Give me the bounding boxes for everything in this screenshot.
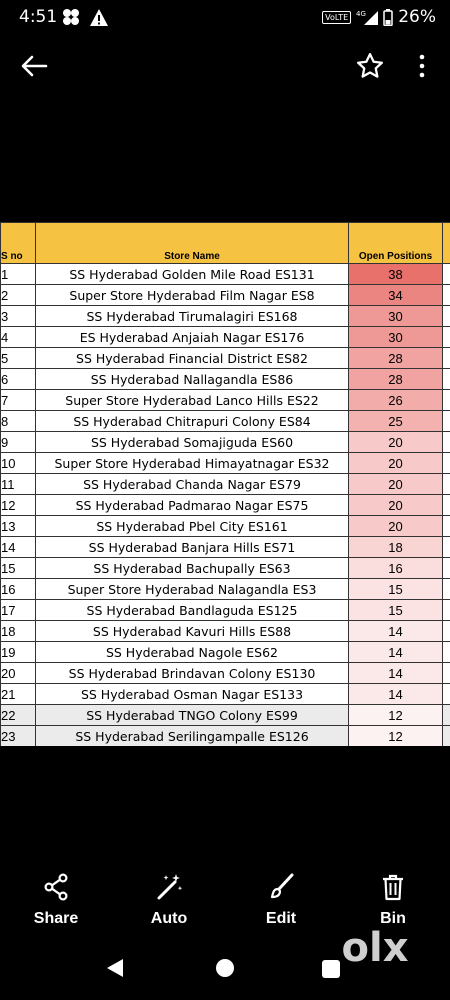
table-row [1,432,450,453]
header-store-name: Store Name [36,223,349,264]
auto-button[interactable] [124,872,214,928]
edit-button[interactable] [236,872,326,928]
cell-open-positions: 20 [349,453,443,474]
cell-store-name: SS Hyderabad Kavuri Hills ES88 [36,621,349,642]
cell-open-positions: 14 [349,642,443,663]
cell-extra [443,369,450,390]
table-row [1,369,450,390]
warning-icon [90,9,108,26]
cell-sno: 5 [1,348,36,369]
cell-store-name: SS Hyderabad Tirumalagiri ES168 [36,306,349,327]
cell-store-name: SS Hyderabad Brindavan Colony ES130 [36,663,349,684]
status-time: 4:51 [19,7,58,27]
spreadsheet-image [0,222,450,746]
volte-badge: VoLTE [322,11,351,24]
cell-extra [443,495,450,516]
nav-recents-icon[interactable] [322,960,340,978]
cell-sno: 19 [1,642,36,663]
cell-sno: 11 [1,474,36,495]
share-button[interactable] [11,872,101,928]
cell-store-name: SS Hyderabad TNGO Colony ES99 [36,705,349,726]
cell-store-name: SS Hyderabad Somajiguda ES60 [36,432,349,453]
cell-sno: 21 [1,684,36,705]
cell-sno: 1 [1,264,36,285]
cell-extra [443,348,450,369]
cell-extra [443,285,450,306]
cell-extra [443,579,450,600]
navigation-bar [0,950,450,990]
cell-store-name: SS Hyderabad Nagole ES62 [36,642,349,663]
cell-store-name: SS Hyderabad Pbel City ES161 [36,516,349,537]
share-icon [41,872,71,902]
cell-open-positions: 14 [349,684,443,705]
table-body [1,264,450,747]
network-gen: 4G [356,10,367,18]
cell-sno: 14 [1,537,36,558]
cell-sno: 12 [1,495,36,516]
table-row [1,390,450,411]
cell-store-name: SS Hyderabad Banjara Hills ES71 [36,537,349,558]
header-extra [443,223,450,264]
table-row [1,411,450,432]
cell-extra [443,264,450,285]
cell-store-name: SS Hyderabad Chitrapuri Colony ES84 [36,411,349,432]
cell-store-name: Super Store Hyderabad Lanco Hills ES22 [36,390,349,411]
cell-extra [443,516,450,537]
cell-open-positions: 12 [349,726,443,747]
auto-label: Auto [150,910,188,927]
cell-extra [443,705,450,726]
cell-open-positions: 14 [349,621,443,642]
cell-store-name: SS Hyderabad Bachupally ES63 [36,558,349,579]
cell-store-name: SS Hyderabad Osman Nagar ES133 [36,684,349,705]
cell-open-positions: 20 [349,474,443,495]
cell-open-positions: 18 [349,537,443,558]
battery-icon [383,9,393,26]
table-row [1,726,450,747]
cell-store-name: SS Hyderabad Nallagandla ES86 [36,369,349,390]
cell-store-name: SS Hyderabad Chanda Nagar ES79 [36,474,349,495]
cell-open-positions: 28 [349,348,443,369]
table-row [1,663,450,684]
cell-sno: 2 [1,285,36,306]
cell-store-name: SS Hyderabad Golden Mile Road ES131 [36,264,349,285]
cell-open-positions: 12 [349,705,443,726]
table-row [1,306,450,327]
cell-extra [443,663,450,684]
nav-home-icon[interactable] [216,959,234,977]
cell-open-positions: 28 [349,369,443,390]
cell-sno: 15 [1,558,36,579]
signal-icon [356,9,378,25]
cell-open-positions: 15 [349,600,443,621]
cell-open-positions: 26 [349,390,443,411]
cell-sno: 7 [1,390,36,411]
cell-extra [443,453,450,474]
cell-store-name: SS Hyderabad Financial District ES82 [36,348,349,369]
cell-extra [443,327,450,348]
cell-sno: 10 [1,453,36,474]
cell-store-name: Super Store Hyderabad Film Nagar ES8 [36,285,349,306]
cell-extra [443,432,450,453]
star-outline-icon[interactable] [355,51,385,81]
table-row [1,600,450,621]
magic-wand-icon [154,872,184,902]
cell-sno: 16 [1,579,36,600]
cell-store-name: SS Hyderabad Padmarao Nagar ES75 [36,495,349,516]
cell-extra [443,411,450,432]
cell-open-positions: 20 [349,432,443,453]
battery-percent: 26% [398,7,436,27]
table-row [1,579,450,600]
cell-open-positions: 14 [349,663,443,684]
cell-extra [443,537,450,558]
bin-button[interactable] [348,872,438,928]
share-label: Share [33,910,79,927]
cell-open-positions: 16 [349,558,443,579]
cell-sno: 8 [1,411,36,432]
cell-extra [443,474,450,495]
cell-store-name: Super Store Hyderabad Himayatnagar ES32 [36,453,349,474]
status-bar [0,0,450,34]
table-row [1,264,450,285]
table-row [1,621,450,642]
cell-sno: 9 [1,432,36,453]
table-row [1,474,450,495]
cell-store-name: ES Hyderabad Anjaiah Nagar ES176 [36,327,349,348]
arrow-back-icon[interactable] [18,52,50,80]
cell-store-name: SS Hyderabad Bandlaguda ES125 [36,600,349,621]
table-row [1,285,450,306]
app-bar [0,40,450,92]
header-sno: S no [1,223,36,264]
bin-label: Bin [380,910,406,927]
cell-extra [443,390,450,411]
more-vert-icon[interactable] [412,52,432,80]
header-open-positions: Open Positions [349,223,443,264]
cell-extra [443,558,450,579]
cell-extra [443,600,450,621]
watermark-text: olx [341,925,409,971]
table-row [1,516,450,537]
cell-open-positions: 38 [349,264,443,285]
table-row [1,642,450,663]
cell-open-positions: 20 [349,516,443,537]
cell-sno: 23 [1,726,36,747]
cell-sno: 22 [1,705,36,726]
cell-sno: 6 [1,369,36,390]
cell-open-positions: 30 [349,327,443,348]
table-row [1,348,450,369]
cell-open-positions: 15 [349,579,443,600]
cell-store-name: Super Store Hyderabad Nalagandla ES3 [36,579,349,600]
cell-extra [443,684,450,705]
open-positions-table [0,222,450,746]
cell-extra [443,306,450,327]
table-row [1,495,450,516]
table-row [1,684,450,705]
cell-sno: 3 [1,306,36,327]
table-header-row [1,223,450,264]
table-row [1,453,450,474]
table-row [1,705,450,726]
nav-back-icon[interactable] [105,958,125,978]
cell-sno: 20 [1,663,36,684]
cell-open-positions: 25 [349,411,443,432]
cell-sno: 4 [1,327,36,348]
cell-open-positions: 34 [349,285,443,306]
table-row [1,327,450,348]
pinwheel-icon [62,8,80,26]
trash-icon [378,872,408,902]
cell-open-positions: 20 [349,495,443,516]
table-row [1,537,450,558]
brush-icon [266,872,296,902]
cell-sno: 18 [1,621,36,642]
cell-extra [443,726,450,747]
edit-label: Edit [265,910,297,927]
table-row [1,558,450,579]
cell-extra [443,621,450,642]
cell-open-positions: 30 [349,306,443,327]
cell-extra [443,642,450,663]
cell-sno: 17 [1,600,36,621]
cell-store-name: SS Hyderabad Serilingampalle ES126 [36,726,349,747]
cell-sno: 13 [1,516,36,537]
